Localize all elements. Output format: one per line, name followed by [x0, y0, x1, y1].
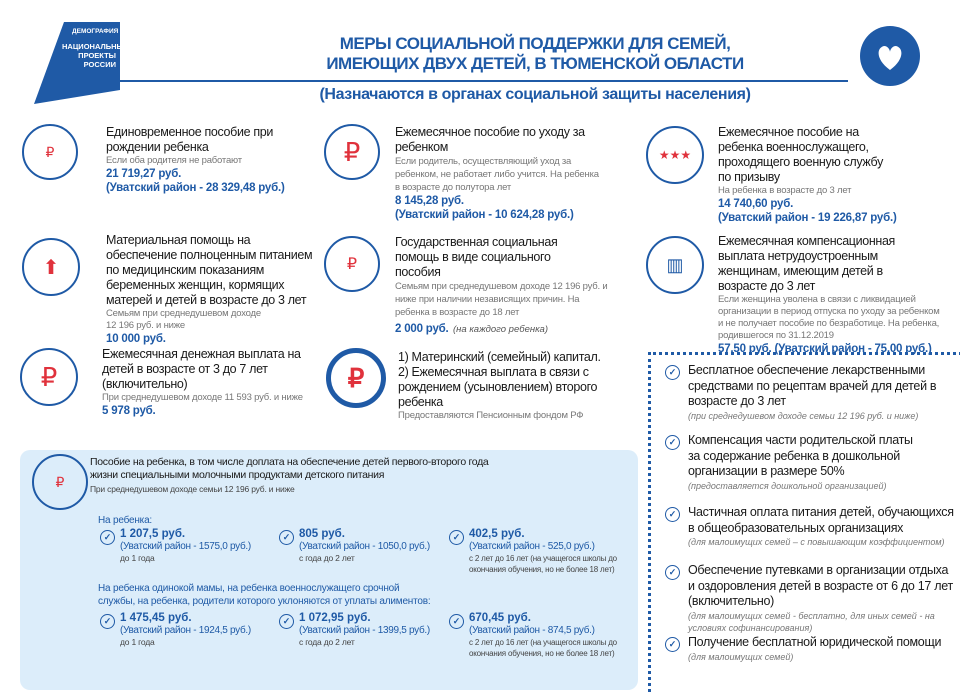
benefit-social-assistance: [395, 235, 625, 337]
allowance-uvat: (Уватский район - 1924,5 руб.): [120, 625, 251, 636]
benefit-note: Если оба родителя не работают: [106, 155, 242, 166]
child-stars-icon: ★★★: [646, 126, 704, 184]
check-icon: ✓: [279, 614, 294, 629]
benefit-maternity-capital: [398, 350, 638, 422]
measure-title: Обеспечение путевками в организации отдыха и оздоровления детей в возрасте от 6 до 17 лет (включительно): [688, 563, 953, 608]
allowance-age: до 1 года: [120, 553, 155, 563]
benefit-title-2: 2) Ежемесячная выплата в связи с рождением (усыновлением) второго ребенка: [398, 365, 598, 409]
benefit-title: Государственная социальная помощь в виде социального пособия: [395, 235, 558, 279]
benefit-amount: 2 000 руб.: [395, 323, 449, 335]
measure-note: (предоставляется дошкольной организацией): [688, 480, 887, 491]
stroller-icon: ₽: [22, 124, 78, 180]
benefit-amount: 10 000 руб.: [106, 333, 166, 345]
allowance-age: с 2 лет до 16 лет (на учащегося школы до окончания обучения, но не более 18 лет): [469, 638, 617, 658]
ruble-icon: ₽: [20, 348, 78, 406]
benefit-note: Если женщина уволена в связи с ликвидацией организации в период отпуска по уходу за ребенком и не получает пособие по безработице. На ребенка, родившегося по 31.12.2019: [718, 294, 940, 341]
benefit-title: 1) Материнский (семейный) капитал.: [398, 350, 601, 364]
allowance-amount: 1 072,95 руб.: [299, 612, 371, 624]
title-line-1: МЕРЫ СОЦИАЛЬНОЙ ПОДДЕРЖКИ ДЛЯ СЕМЕЙ,: [339, 34, 731, 53]
measure-item: [665, 433, 955, 505]
benefit-title: Ежемесячное пособие по уходу за ребенком: [395, 125, 585, 154]
measure-title: Бесплатное обеспечение лекарственными средствами по рецептам врачей для детей в возрасте до 3 лет: [688, 363, 937, 408]
check-icon: ✓: [449, 530, 464, 545]
benefit-compensation-unemployed: [718, 234, 948, 356]
benefit-title: Ежемесячная компенсационная выплата нетрудоустроенным женщинам, имеющим детей в возрасте до 3 лет: [718, 234, 895, 293]
check-icon: ✓: [100, 614, 115, 629]
child-allowance-header: [90, 456, 490, 495]
allowance-uvat: (Уватский район - 525,0 руб.): [469, 541, 595, 552]
allowance-item: [449, 612, 634, 659]
check-icon: ✓: [665, 565, 680, 580]
ruble-bold-icon: ₽: [326, 348, 386, 408]
title-line-2: ИМЕЮЩИХ ДВУХ ДЕТЕЙ, В ТЮМЕНСКОЙ ОБЛАСТИ: [326, 54, 744, 73]
group2-label: На ребенка одинокой мамы, на ребенка военнослужащего срочной службы, на ребенка, родители которого уклоняются от уплаты алиментов:: [98, 583, 431, 607]
check-icon: ✓: [665, 507, 680, 522]
department-emblem: [860, 26, 920, 86]
measure-item: [665, 563, 955, 635]
check-icon: ✓: [449, 614, 464, 629]
check-icon: ✓: [279, 530, 294, 545]
page-title: [180, 34, 890, 74]
measure-note: (для малоимущих семей – с повышающим коэффициентом): [688, 537, 945, 547]
measure-title: Компенсация части родительской платы за содержание ребенка в дошкольной организации в размере 50%: [688, 433, 913, 478]
benefit-note: Если родитель, осуществляющий уход за ребенком, не работает либо учится. На ребенка в возрасте до полутора лет: [395, 156, 599, 193]
benefit-note: Семьям при среднедушевом доходе 12 196 руб. и ниже: [106, 308, 261, 331]
benefit-amount-uvat: (Уватский район - 10 624,28 руб.): [395, 209, 574, 221]
measure-note: (для малоимущих семей): [688, 651, 794, 662]
allowance-age: с 2 лет до 16 лет (на учащегося школы до окончания обучения, но не более 18 лет): [469, 554, 617, 574]
other-measures-list: [665, 363, 955, 663]
benefit-nutrition-aid: [106, 233, 316, 346]
ruble-icon: ₽: [324, 124, 380, 180]
allowance-amount: 402,5 руб.: [469, 528, 525, 540]
check-icon: ✓: [665, 365, 680, 380]
benefit-note: При среднедушевом доходе 11 593 руб. и ниже: [102, 392, 303, 403]
benefit-amount-uvat: (Уватский район - 19 226,87 руб.): [718, 212, 897, 224]
allowance-item: [279, 528, 459, 564]
benefit-military-child: [718, 125, 938, 225]
allowance-uvat: (Уватский район - 1575,0 руб.): [120, 541, 251, 552]
allowance-item: [100, 528, 280, 564]
benefit-title: Материальная помощь на обеспечение полноценным питанием по медицинским показаниям беременных женщин, кормящих матерей и детей в возрасте до 3 лет: [106, 233, 313, 307]
allowance-age: с года до 2 лет: [299, 553, 355, 563]
allowance-item: [449, 528, 634, 575]
benefit-amount: 14 740,60 руб.: [718, 198, 794, 210]
building-ruble-icon: ₽: [324, 236, 380, 292]
benefit-3-7-years: [102, 347, 312, 418]
page-subtitle: (Назначаются в органах социальной защиты населения): [319, 86, 751, 103]
allowance-item: [279, 612, 459, 648]
allowance-amount: 670,45 руб.: [469, 612, 531, 624]
benefit-amount: 8 145,28 руб.: [395, 195, 464, 207]
benefit-childcare-monthly: [395, 125, 635, 222]
allowance-age: с года до 2 лет: [299, 637, 355, 647]
logo-text-top: ДЕМОГРАФИЯ: [72, 28, 119, 35]
box-hands-icon: ⬆: [22, 238, 80, 296]
allowance-uvat: (Уватский район - 874,5 руб.): [469, 625, 595, 636]
allowance-amount: 805 руб.: [299, 528, 345, 540]
allowance-item: [100, 612, 280, 648]
crib-icon: ▥: [646, 236, 704, 294]
money-bag-icon: ₽: [32, 454, 88, 510]
allowance-age: до 1 года: [120, 637, 155, 647]
benefit-birth-lump-sum: [106, 125, 306, 195]
header-divider: [100, 80, 848, 82]
child-allowance-title: Пособие на ребенка, в том числе доплата на обеспечение детей первого-второго года жизни специальными молочными продуктами детского питания: [90, 456, 489, 481]
benefit-note: На ребенка в возрасте до 3 лет: [718, 185, 852, 196]
national-projects-logo: [32, 20, 129, 106]
benefit-amount: 57,50 руб. (Уватский район - 75,00 руб.): [718, 343, 932, 355]
allowance-uvat: (Уватский район - 1399,5 руб.): [299, 625, 430, 636]
benefit-title: Единовременное пособие при рождении ребенка: [106, 125, 273, 154]
measure-item: [665, 363, 955, 433]
measure-note: (для малоимущих семей - бесплатно, для иных семей - на условиях софинансирования): [688, 610, 935, 633]
benefit-title: Ежемесячная денежная выплата на детей в возрасте от 3 до 7 лет (включительно): [102, 347, 301, 391]
measure-note: (при среднедушевом доходе семьи 12 196 руб. и ниже): [688, 410, 919, 421]
check-icon: ✓: [665, 637, 680, 652]
check-icon: ✓: [665, 435, 680, 450]
child-allowance-note: При среднедушевом доходе семьи 12 196 руб. и ниже: [90, 484, 295, 494]
allowance-amount: 1 207,5 руб.: [120, 528, 186, 540]
allowance-amount: 1 475,45 руб.: [120, 612, 192, 624]
measure-item: [665, 505, 955, 563]
measure-title: Получение бесплатной юридической помощи: [688, 635, 942, 649]
group1-label: На ребенка:: [98, 515, 153, 526]
benefit-amount: 21 719,27 руб.: [106, 168, 182, 180]
measure-item: [665, 635, 955, 663]
benefit-title: Ежемесячное пособие на ребенка военнослужащего, проходящего военную службу по призыву: [718, 125, 883, 184]
benefit-amount-note: (на каждого ребенка): [453, 324, 549, 335]
benefit-amount-uvat: (Уватский район - 28 329,48 руб.): [106, 182, 285, 194]
benefit-amount: 5 978 руб.: [102, 405, 156, 417]
benefit-note: Предоставляются Пенсионным фондом РФ: [398, 410, 584, 421]
allowance-uvat: (Уватский район - 1050,0 руб.): [299, 541, 430, 552]
check-icon: ✓: [100, 530, 115, 545]
logo-text-main: НАЦИОНАЛЬНЫЕ ПРОЕКТЫ РОССИИ: [62, 42, 129, 69]
benefit-note: Семьям при среднедушевом доходе 12 196 руб. и ниже при наличии независящих причин. На ребенка в возрасте до 18 лет: [395, 281, 608, 318]
measure-title: Частичная оплата питания детей, обучающихся в общеобразовательных организациях: [688, 505, 954, 535]
